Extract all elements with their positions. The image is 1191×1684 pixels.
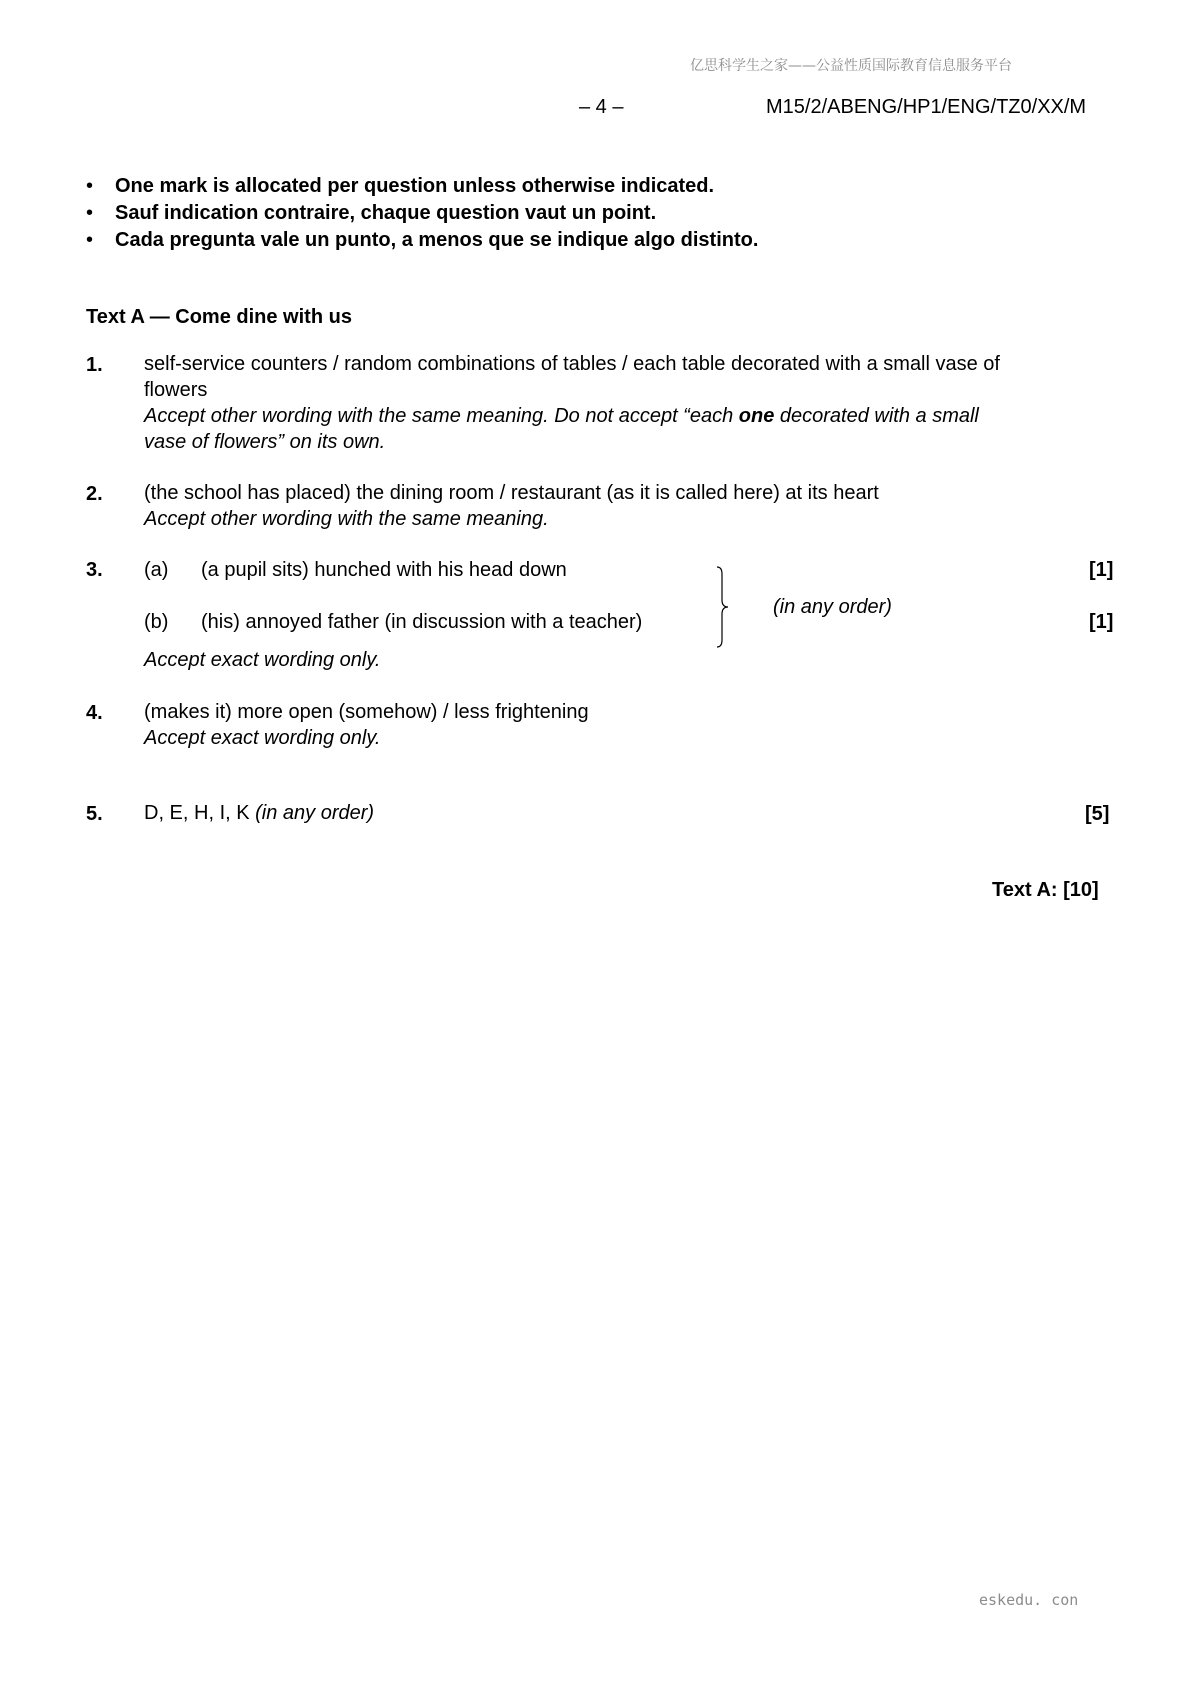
marking-instructions <box>86 173 758 254</box>
question-1-block <box>144 351 1009 455</box>
question-5-mark: [5] <box>1085 803 1110 825</box>
question-4-answer: (makes it) more open (somehow) / less frightening <box>144 701 589 723</box>
question-3a-answer: (a pupil sits) hunched with his head down <box>201 559 567 581</box>
question-2-number: 2. <box>86 483 103 505</box>
exam-code: M15/2/ABENG/HP1/ENG/TZ0/XX/M <box>766 96 1087 118</box>
question-1-note-end: decorated with a small vase of flowers” on its own. <box>144 405 979 453</box>
question-3-note: Accept exact wording only. <box>144 649 381 671</box>
question-2-note: Accept other wording with the same meaning. <box>144 508 549 530</box>
question-3a-label: (a) <box>144 559 169 581</box>
page-number: – 4 – <box>579 96 624 118</box>
question-1-note-start: Accept other wording with the same meaning. Do not accept “each <box>144 405 739 427</box>
question-1-number: 1. <box>86 354 103 376</box>
question-2-answer: (the school has placed) the dining room / restaurant (as it is called here) at its heart <box>144 482 879 504</box>
question-1-note <box>144 403 1009 455</box>
right-brace-icon <box>716 566 730 648</box>
question-5-number: 5. <box>86 803 103 825</box>
question-3b-label: (b) <box>144 611 169 633</box>
question-5-order-note: (in any order) <box>255 802 375 824</box>
section-total: Text A: [10] <box>992 879 1099 901</box>
question-4-number: 4. <box>86 702 103 724</box>
question-1-answer: self-service counters / random combinations of tables / each table decorated with a small vase of flowers <box>144 353 1000 401</box>
instruction-english: • One mark is allocated per question unless otherwise indicated. <box>86 173 758 200</box>
question-1-note-emphasis: one <box>738 405 775 427</box>
question-2-block <box>144 480 1024 532</box>
footer-watermark: eskedu. con <box>979 1591 1079 1609</box>
instruction-spanish: • Cada pregunta vale un punto, a menos que se indique algo distinto. <box>86 227 758 254</box>
question-3b-answer: (his) annoyed father (in discussion with a teacher) <box>201 611 643 633</box>
question-3a-mark: [1] <box>1089 559 1114 581</box>
question-4-block <box>144 699 1024 751</box>
section-title: Text A — Come dine with us <box>86 306 352 328</box>
question-5-block <box>144 800 1024 826</box>
question-5-answer: D, E, H, I, K <box>144 802 256 824</box>
header-watermark: 亿思科学生之家——公益性质国际教育信息服务平台 <box>690 58 1012 74</box>
instruction-french: • Sauf indication contraire, chaque question vaut un point. <box>86 200 758 227</box>
question-4-note: Accept exact wording only. <box>144 727 381 749</box>
question-3-number: 3. <box>86 559 103 581</box>
question-3-order-note: (in any order) <box>773 596 892 618</box>
question-3b-mark: [1] <box>1089 611 1114 633</box>
